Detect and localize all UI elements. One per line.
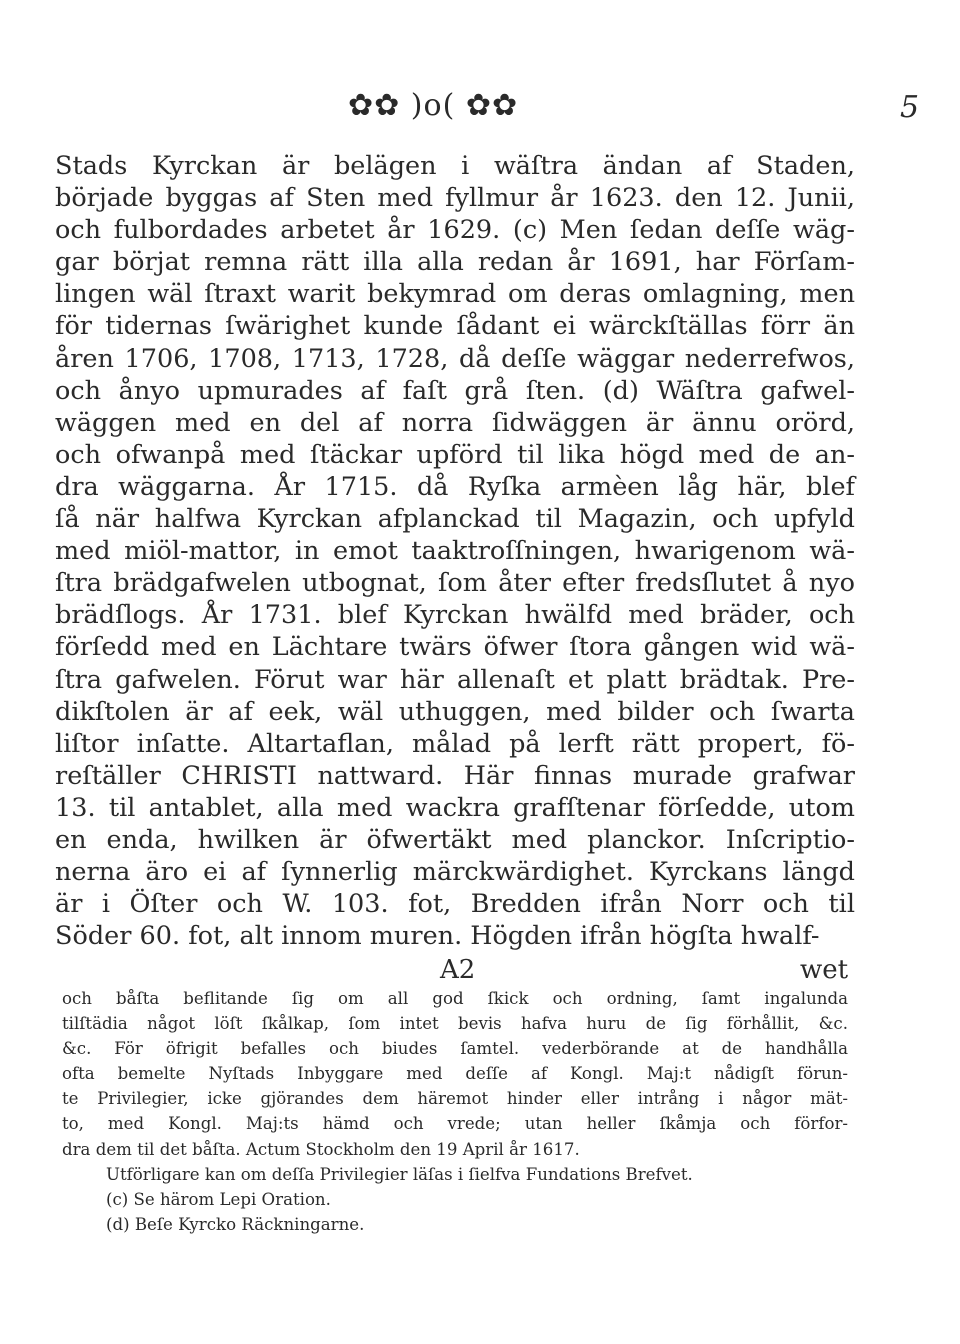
text-line: 13. til antablet, alla med wackra grafſtenar förſedde, utom	[55, 792, 855, 823]
page-header	[0, 88, 960, 136]
footnote-line: Utförligare kan om deſſa Privilegier läſas i ſielfva Fundations Brefvet.	[106, 1164, 693, 1184]
text-line: med miöl-mattor, in emot taaktroſſningen, hwarigenom wä-	[55, 536, 855, 567]
text-line: ſtra brädgafwelen utbognat, ſom åter efter fredsſlutet å nyo	[55, 568, 855, 599]
footnote-line: dra dem til det båſta. Actum Stockholm den 19 April år 1617.	[62, 1139, 580, 1159]
text-line: dikſtolen är af eek, wäl uthuggen, med bilder och ſwarta	[55, 696, 855, 727]
text-line: en enda, hwilken är öfwertäkt med planckor. Inſcriptio-	[55, 824, 855, 855]
footnote-line: ofta bemelte Nyſtads Inbyggare med deſſe af Kongl. Maj:t nådigſt förun-	[62, 1064, 848, 1084]
footnote-line: to, med Kongl. Maj:ts hämd och vrede; utan heller ſkåmja och förfor-	[62, 1114, 848, 1134]
signature-mark: A2	[440, 955, 476, 985]
text-line: nerna äro ei af ſynnerlig märckwärdighet. Kyrckans längd	[55, 857, 855, 888]
footnote-line: &c. För öfrigit befalles och biudes ſamtel. vederbörande at de handhålla	[62, 1039, 848, 1059]
text-line: åren 1706, 1708, 1713, 1728, då deſſe wäggar nederrefwos,	[55, 343, 855, 374]
text-line: lingen wäl ſtraxt warit bekymrad om deras omlagning, men	[55, 279, 855, 310]
catchword: wet	[800, 955, 849, 985]
text-line: liſtor inſatte. Altartaflan, målad på lerft rätt propert, fö-	[55, 728, 855, 759]
header-ornament: ✿✿ )o( ✿✿	[348, 88, 519, 123]
signature-line	[0, 955, 960, 989]
text-line: reſtäller CHRISTI nattward. Här finnas murade grafwar	[55, 760, 855, 791]
text-line: dra wäggarna. År 1715. då Ryſka armèen låg här, blef	[55, 471, 855, 502]
text-line: förſedd med en Lächtare twärs öfwer ſtora gången wid wä-	[55, 632, 855, 663]
text-line: och fulbordades arbetet år 1629. (c) Men ſedan deſſe wäg-	[55, 215, 855, 246]
footnote-line: te Privilegier, icke gjörandes dem häremot hinder eller intrång i någor mät-	[62, 1089, 848, 1109]
text-line: gar börjat remna rätt illa alla redan år 1691, har Förſam-	[55, 247, 855, 278]
text-line: ſå när halfwa Kyrckan afplanckad til Magazin, och upfyld	[55, 504, 855, 535]
text-line: ſtra gafwelen. Förut war här allenaſt et platt brädtak. Pre-	[55, 664, 855, 695]
text-line: wäggen med en del af norra ſidwäggen är ännu orörd,	[55, 407, 855, 438]
footnotes-block	[62, 986, 848, 1237]
text-line: Stads Kyrckan är belägen i wäſtra ändan af Staden,	[55, 151, 855, 181]
footnote-line: och båſta beflitande ſig om all god ſkick och ordning, ſamt ingalunda	[62, 989, 848, 1008]
text-line: för tidernas ſwärighet kunde ſådant ei wärckſtällas förr än	[55, 311, 855, 342]
footnote-line: tilſtädia något löſt ſkålkap, ſom intet bevis hafva huru de ſig förhållit, &c.	[62, 1014, 848, 1034]
text-line: är i Öſter och W. 103. fot, Bredden ifrån Norr och til	[55, 889, 855, 920]
footnote-line: (d) Beſe Kyrcko Räckningarne.	[106, 1214, 365, 1234]
text-line: och ofwanpå med ſtäckar upförd til lika högd med de an-	[55, 439, 855, 470]
text-line: och ånyo upmurades af faſt grå ſten. (d) Wäſtra gafwel-	[55, 375, 855, 406]
footnote-line: (c) Se härom Lepi Oration.	[106, 1189, 331, 1209]
page-number: 5	[900, 90, 920, 125]
text-line: Söder 60. fot, alt innom muren. Högden ifrån högſta hwalf-	[55, 921, 820, 952]
text-line: började byggas af Sten med fyllmur år 1623. den 12. Junii,	[55, 183, 855, 214]
main-text-block	[55, 150, 855, 952]
text-line: brädſlogs. År 1731. blef Kyrckan hwälfd med bräder, och	[55, 600, 855, 631]
